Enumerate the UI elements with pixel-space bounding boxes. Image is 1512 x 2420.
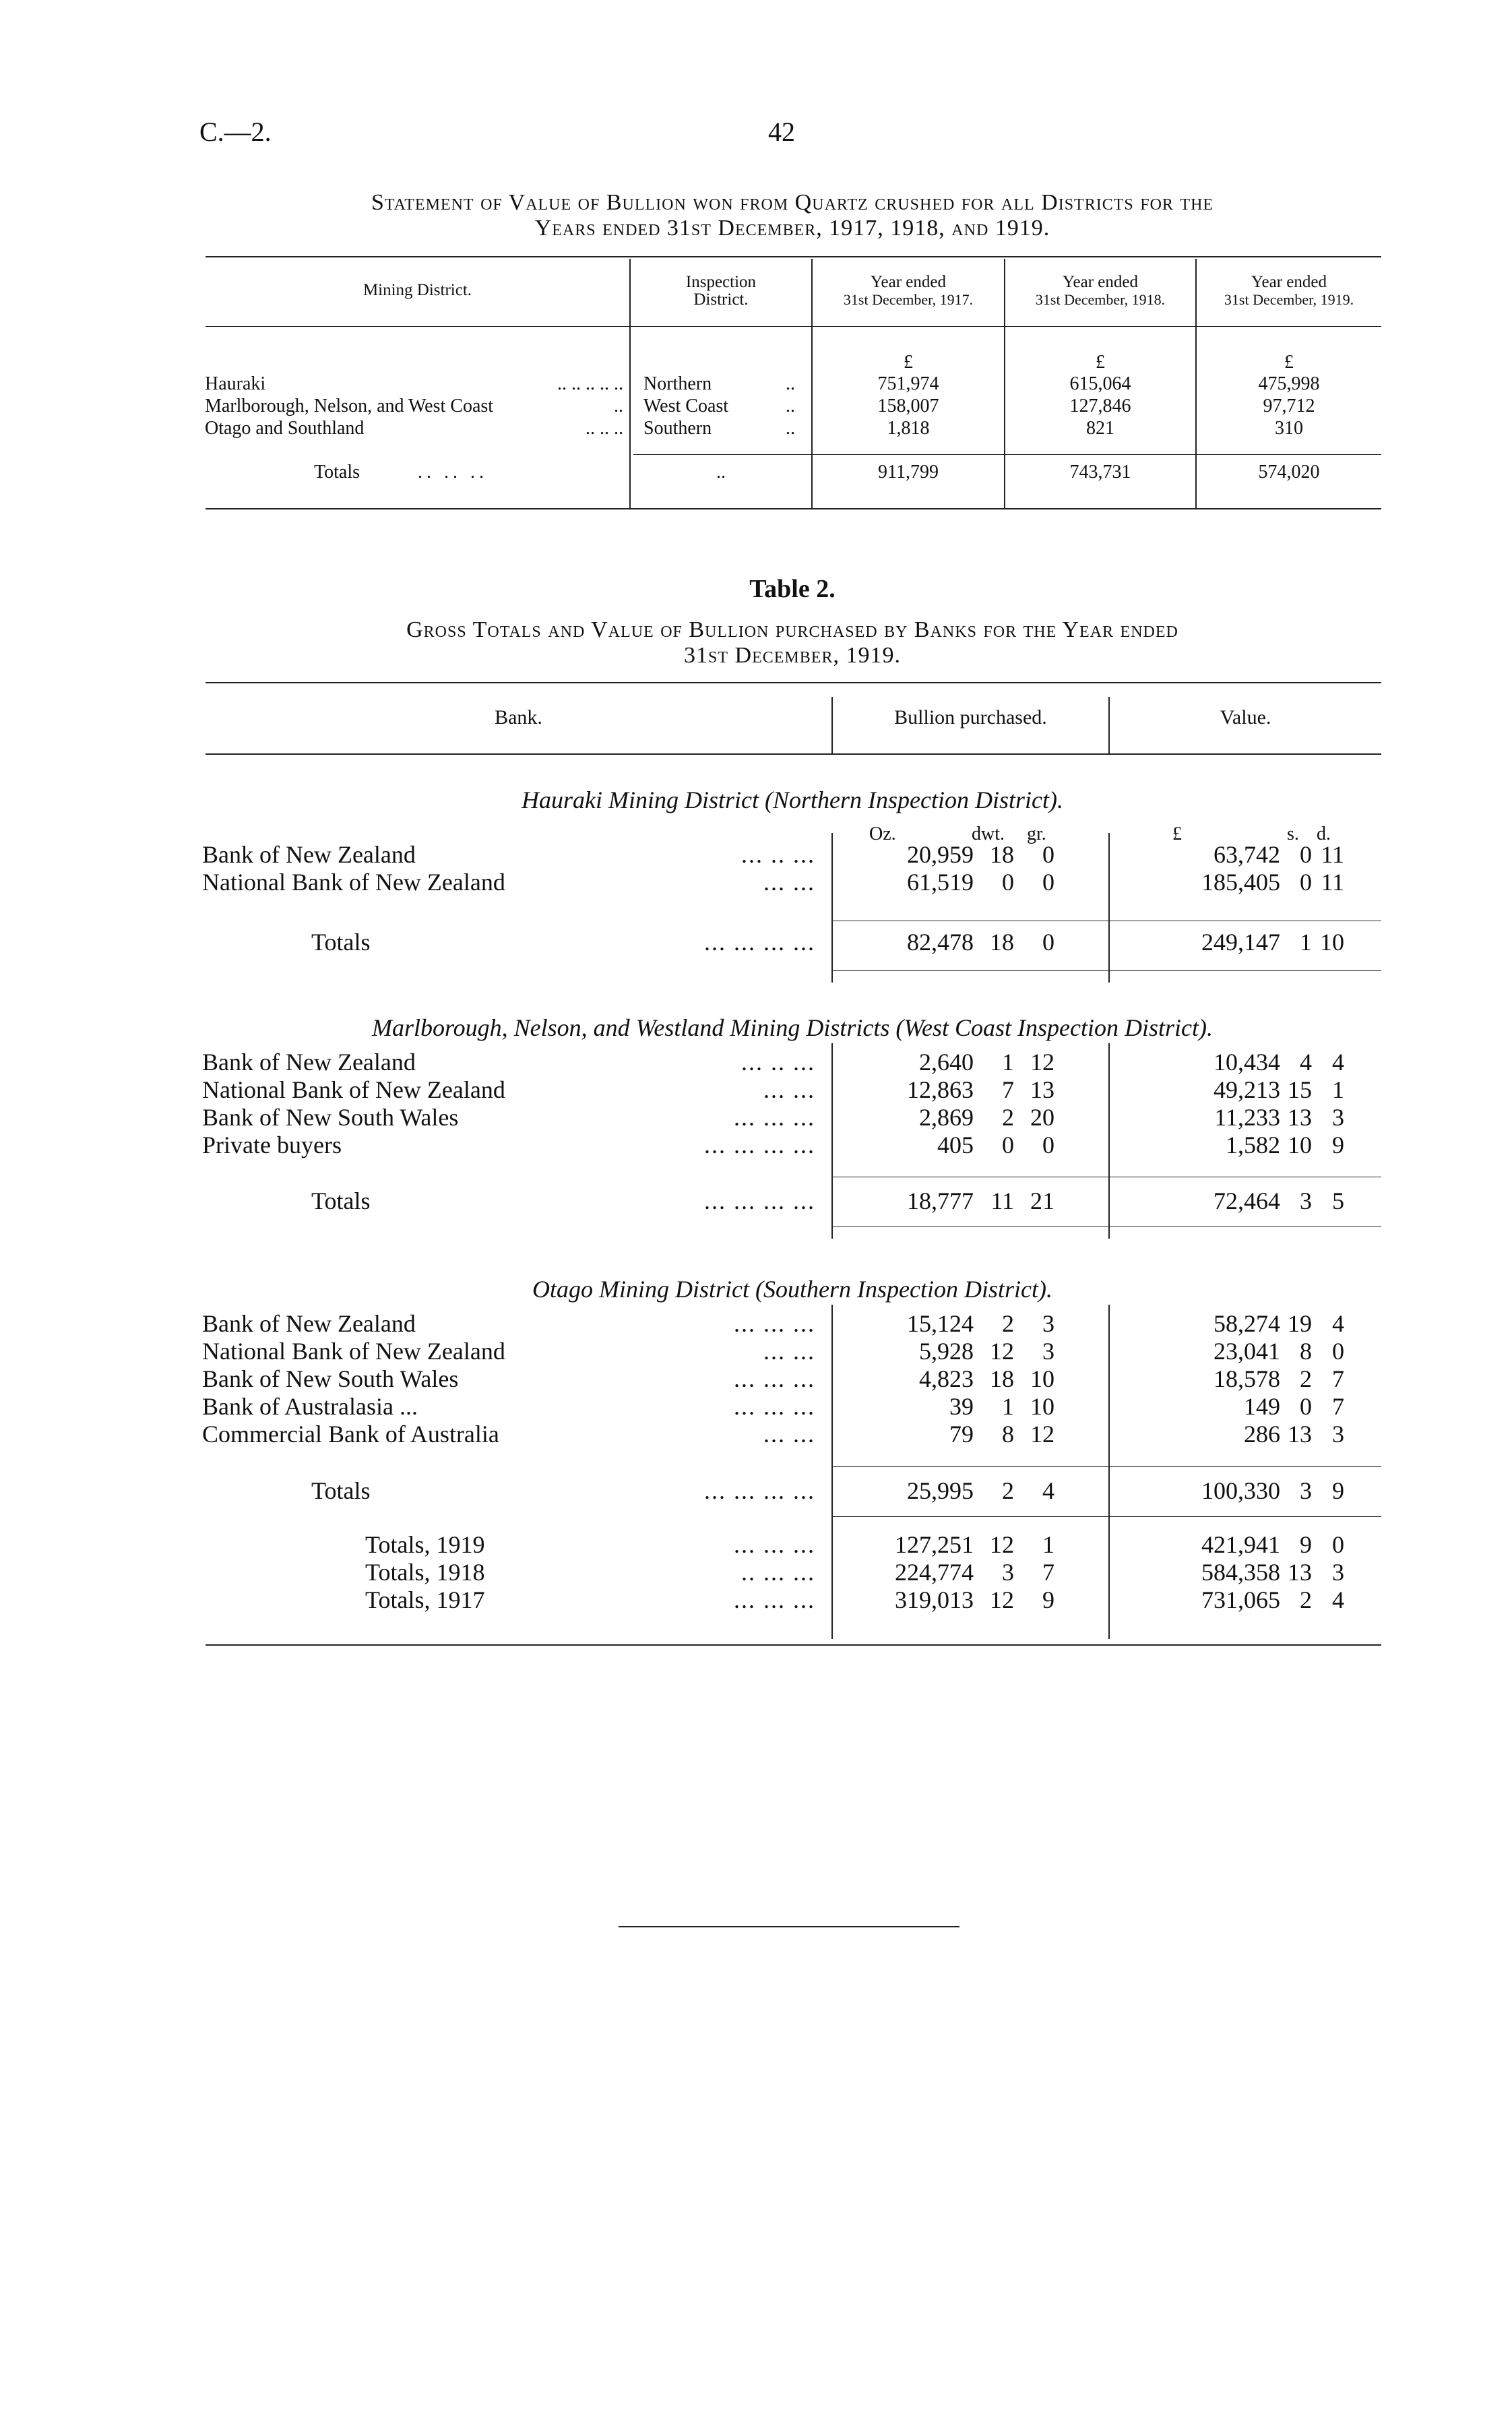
- t1-row-inspection: West Coast: [643, 396, 729, 416]
- pence-value: 4: [1332, 1049, 1344, 1076]
- bank-name: Commercial Bank of Australia: [202, 1421, 499, 1448]
- dwt-value: 0: [1002, 1131, 1014, 1158]
- shillings-value: 0: [1300, 869, 1312, 896]
- shillings-value: 13: [1288, 1104, 1312, 1131]
- dwt-value: 2: [1002, 1310, 1014, 1337]
- oz-value: 61,519: [907, 869, 974, 896]
- dwt-value: 12: [990, 1338, 1014, 1365]
- pence-value: 3: [1332, 1559, 1344, 1586]
- dwt-value: 11: [990, 1187, 1014, 1214]
- t1-row-inspection: Northern: [643, 373, 712, 394]
- unit-oz: Oz.: [869, 824, 896, 844]
- year-totals-label: Totals, 1918: [365, 1559, 485, 1586]
- pence-value: 7: [1332, 1393, 1344, 1420]
- t1-row-inspection: Southern: [643, 418, 712, 439]
- oz-value: 39: [949, 1393, 974, 1420]
- unit-dwt: dwt.: [972, 824, 1005, 844]
- oz-value: 2,640: [919, 1049, 974, 1076]
- t1-row-dots: .. .. .. .. ..: [557, 373, 623, 394]
- pounds-value: 72,464: [1214, 1187, 1280, 1214]
- unit-s: s.: [1287, 824, 1299, 844]
- gr-value: 4: [1042, 1477, 1054, 1504]
- t1-row-1917: 158,007: [877, 396, 939, 416]
- oz-value: 12,863: [907, 1076, 974, 1103]
- pounds-value: 286: [1244, 1421, 1280, 1448]
- t1-header-1917: Year ended: [870, 273, 946, 291]
- pence-value: 1: [1332, 1076, 1344, 1103]
- shillings-value: 10: [1288, 1131, 1312, 1158]
- t1-row-1919: 97,712: [1263, 396, 1315, 416]
- bank-name: National Bank of New Zealand: [202, 869, 505, 896]
- gr-value: 0: [1042, 869, 1054, 896]
- t1-header-district: Mining District.: [363, 281, 472, 299]
- pounds-value: 149: [1244, 1393, 1280, 1420]
- t1-row-dots: ..: [614, 396, 623, 416]
- pounds-value: 1,582: [1226, 1131, 1280, 1158]
- t1-row-idots: ..: [786, 418, 795, 439]
- pounds-value: 731,065: [1201, 1586, 1280, 1613]
- row-dots: ... ... ...: [734, 1586, 815, 1613]
- t1-row-idots: ..: [786, 396, 795, 416]
- totals-label: Totals: [311, 1477, 371, 1504]
- dwt-value: 0: [1002, 869, 1014, 896]
- pounds-value: 23,041: [1214, 1338, 1280, 1365]
- table2-title-line2: 31st December, 1919.: [684, 643, 901, 668]
- bank-name: National Bank of New Zealand: [202, 1338, 505, 1365]
- t1-row-1917: 1,818: [887, 418, 930, 439]
- pence-value: 11: [1321, 869, 1344, 896]
- row-dots: ... ... ... ...: [704, 1131, 815, 1158]
- gr-value: 3: [1042, 1310, 1054, 1337]
- bank-name: National Bank of New Zealand: [202, 1076, 505, 1103]
- row-dots: ... .. ...: [741, 841, 815, 868]
- table2-col-divider: [1108, 833, 1110, 983]
- oz-value: 15,124: [907, 1310, 974, 1337]
- shillings-value: 1: [1300, 929, 1312, 956]
- t1-header-inspection-2: District.: [693, 290, 749, 309]
- table2-col-divider: [831, 1043, 833, 1239]
- gr-value: 0: [1042, 929, 1054, 956]
- unit-gr: gr.: [1027, 824, 1046, 844]
- pounds-value: 11,233: [1214, 1104, 1280, 1131]
- oz-value: 79: [949, 1421, 974, 1448]
- row-dots: ... ...: [763, 1421, 815, 1448]
- pounds-value: 18,578: [1214, 1365, 1280, 1392]
- oz-value: 319,013: [895, 1586, 974, 1613]
- t1-header-1919-2: 31st December, 1919.: [1224, 291, 1354, 308]
- shillings-value: 13: [1288, 1421, 1312, 1448]
- table2-rule-bottom: [206, 1644, 1381, 1646]
- unit-pound: £: [1172, 824, 1182, 844]
- row-dots: ... .. ...: [741, 1049, 815, 1076]
- pounds-value: 100,330: [1201, 1477, 1280, 1504]
- totals-label: Totals: [311, 929, 371, 956]
- pence-value: 9: [1332, 1131, 1344, 1158]
- oz-value: 127,251: [895, 1531, 974, 1558]
- table1-rule-top: [206, 256, 1381, 257]
- oz-value: 2,869: [919, 1104, 974, 1131]
- gr-value: 20: [1030, 1104, 1054, 1131]
- t1-row-district: Hauraki: [205, 373, 266, 394]
- dwt-value: 8: [1002, 1421, 1014, 1448]
- bank-name: Private buyers: [202, 1131, 342, 1158]
- t1-row-1918: 615,064: [1069, 373, 1131, 394]
- row-dots: ... ... ...: [734, 1365, 815, 1392]
- t1-row-idots: ..: [786, 373, 795, 394]
- oz-value: 5,928: [919, 1338, 974, 1365]
- dwt-value: 7: [1002, 1076, 1014, 1103]
- gr-value: 7: [1042, 1559, 1054, 1586]
- table2-col-divider: [1108, 1043, 1110, 1239]
- t1-row-1918: 127,846: [1069, 396, 1131, 416]
- pence-value: 4: [1332, 1310, 1344, 1337]
- oz-value: 405: [937, 1131, 974, 1158]
- t1-header-1917-2: 31st December, 1917.: [843, 291, 974, 308]
- t1-header-inspection: Inspection: [685, 273, 757, 291]
- bank-name: Bank of New Zealand: [202, 841, 416, 868]
- bank-name: Bank of New Zealand: [202, 1310, 416, 1337]
- row-dots: ... ... ... ...: [704, 1477, 815, 1504]
- t2-header-value: Value.: [1220, 706, 1271, 728]
- pence-value: 7: [1332, 1365, 1344, 1392]
- shillings-value: 9: [1300, 1531, 1312, 1558]
- dwt-value: 12: [990, 1586, 1014, 1613]
- table2-title-line1: Gross Totals and Value of Bullion purchased by Banks for the Year ended: [406, 617, 1178, 642]
- t1-row-dots: .. .. ..: [586, 418, 623, 439]
- t2-header-bullion: Bullion purchased.: [894, 706, 1047, 728]
- row-dots: ... ...: [763, 869, 815, 896]
- shillings-value: 4: [1300, 1049, 1312, 1076]
- oz-value: 18,777: [907, 1187, 974, 1214]
- dwt-value: 18: [990, 929, 1014, 956]
- bank-name: Bank of New South Wales: [202, 1104, 459, 1131]
- t1-totals-dots: .. .. ..: [418, 462, 488, 483]
- unit-d: d.: [1317, 824, 1331, 844]
- table2-col-divider: [831, 1305, 833, 1639]
- shillings-value: 19: [1288, 1310, 1312, 1337]
- t2-rule-totals-below: [833, 970, 1381, 971]
- gr-value: 12: [1030, 1049, 1054, 1076]
- row-dots: ... ... ...: [734, 1393, 815, 1420]
- shillings-value: 3: [1300, 1187, 1312, 1214]
- bank-name: Bank of New South Wales: [202, 1365, 459, 1392]
- oz-value: 4,823: [919, 1365, 974, 1392]
- shillings-value: 0: [1300, 1393, 1312, 1420]
- year-totals-label: Totals, 1917: [365, 1586, 485, 1613]
- row-dots: ... ...: [763, 1338, 815, 1365]
- t2-header-bank: Bank.: [495, 706, 542, 728]
- section-title-west-coast: Marlborough, Nelson, and Westland Mining Districts (West Coast Inspection District).: [372, 1014, 1213, 1041]
- dwt-value: 18: [990, 841, 1014, 868]
- t1-row-1917: 751,974: [877, 373, 939, 394]
- row-dots: .. ... ...: [741, 1559, 815, 1586]
- pounds-value: 584,358: [1201, 1559, 1280, 1586]
- table2-col-divider: [831, 833, 833, 983]
- gr-value: 10: [1030, 1365, 1054, 1392]
- row-dots: ... ... ... ...: [704, 1187, 815, 1214]
- oz-value: 82,478: [907, 929, 974, 956]
- row-dots: ... ... ...: [734, 1310, 815, 1337]
- section-title-otago: Otago Mining District (Southern Inspection District).: [532, 1276, 1052, 1303]
- shillings-value: 13: [1288, 1559, 1312, 1586]
- pence-value: 0: [1332, 1531, 1344, 1558]
- row-dots: ... ...: [763, 1076, 815, 1103]
- pence-value: 10: [1320, 929, 1344, 956]
- t1-totals-label: Totals: [314, 462, 360, 483]
- pounds-value: 58,274: [1214, 1310, 1280, 1337]
- row-dots: ... ... ...: [734, 1531, 815, 1558]
- gr-value: 21: [1030, 1187, 1054, 1214]
- gr-value: 10: [1030, 1393, 1054, 1420]
- t1-header-1918-2: 31st December, 1918.: [1035, 291, 1166, 308]
- dwt-value: 1: [1002, 1393, 1014, 1420]
- table2-col-divider: [1108, 1305, 1110, 1639]
- gr-value: 1: [1042, 1531, 1054, 1558]
- pounds-value: 421,941: [1201, 1531, 1280, 1558]
- pounds-value: 185,405: [1201, 869, 1280, 896]
- gr-value: 9: [1042, 1586, 1054, 1613]
- shillings-value: 2: [1300, 1365, 1312, 1392]
- year-totals-label: Totals, 1919: [365, 1531, 485, 1558]
- pence-value: 9: [1332, 1477, 1344, 1504]
- table1-rule-totals: [633, 454, 1381, 455]
- page-number: 42: [768, 117, 795, 147]
- t1-totals-1918: 743,731: [1069, 462, 1131, 483]
- gr-value: 12: [1030, 1421, 1054, 1448]
- t1-totals-1917: 911,799: [878, 462, 939, 483]
- dwt-value: 2: [1002, 1477, 1014, 1504]
- table1-rule-header: [206, 326, 1381, 327]
- gr-value: 13: [1030, 1076, 1054, 1103]
- table2-label: Table 2.: [749, 575, 836, 603]
- section-title-hauraki: Hauraki Mining District (Northern Inspection District).: [522, 786, 1063, 813]
- oz-value: 20,959: [907, 841, 974, 868]
- t1-header-1919: Year ended: [1251, 273, 1327, 291]
- t1-row-district: Otago and Southland: [205, 418, 365, 439]
- table2-rule-header: [206, 753, 1381, 755]
- pence-value: 3: [1332, 1421, 1344, 1448]
- dwt-value: 1: [1002, 1049, 1014, 1076]
- page-reference: C.—2.: [199, 117, 272, 147]
- dwt-value: 18: [990, 1365, 1014, 1392]
- oz-value: 25,995: [907, 1477, 974, 1504]
- shillings-value: 15: [1288, 1076, 1312, 1103]
- pence-value: 4: [1332, 1586, 1344, 1613]
- dwt-value: 2: [1002, 1104, 1014, 1131]
- t2-rule-totals-below: [833, 1516, 1381, 1517]
- t1-row-district: Marlborough, Nelson, and West Coast: [205, 396, 494, 416]
- shillings-value: 0: [1300, 841, 1312, 868]
- t1-totals-inspection: ..: [716, 462, 726, 483]
- table1-title-line1: Statement of Value of Bullion won from Quartz crushed for all Districts for the: [371, 190, 1214, 215]
- pounds-value: 63,742: [1214, 841, 1280, 868]
- shillings-value: 2: [1300, 1586, 1312, 1613]
- row-dots: ... ... ...: [734, 1104, 815, 1131]
- gr-value: 0: [1042, 1131, 1054, 1158]
- t1-row-1919: 475,998: [1258, 373, 1320, 394]
- table1-title-line2: Years ended 31st December, 1917, 1918, and 1919.: [534, 216, 1050, 241]
- t1-currency-1919: £: [1284, 352, 1294, 373]
- gr-value: 0: [1042, 841, 1054, 868]
- pounds-value: 10,434: [1214, 1049, 1280, 1076]
- t1-currency-1918: £: [1096, 352, 1105, 373]
- gr-value: 3: [1042, 1338, 1054, 1365]
- t1-row-1919: 310: [1275, 418, 1303, 439]
- pence-value: 5: [1332, 1187, 1344, 1214]
- row-dots: ... ... ... ...: [704, 929, 815, 956]
- bank-name: Bank of New Zealand: [202, 1049, 416, 1076]
- pence-value: 0: [1332, 1338, 1344, 1365]
- oz-value: 224,774: [895, 1559, 974, 1586]
- t1-totals-1919: 574,020: [1258, 462, 1320, 483]
- shillings-value: 3: [1300, 1477, 1312, 1504]
- table1-rule-bottom: [206, 508, 1381, 509]
- totals-label: Totals: [311, 1187, 371, 1214]
- pounds-value: 249,147: [1201, 929, 1280, 956]
- pounds-value: 49,213: [1214, 1076, 1280, 1103]
- pence-value: 3: [1332, 1104, 1344, 1131]
- t1-currency-1917: £: [904, 352, 913, 373]
- t1-header-1918: Year ended: [1062, 273, 1138, 291]
- t2-rule-totals: [833, 1466, 1381, 1467]
- shillings-value: 8: [1300, 1338, 1312, 1365]
- pence-value: 11: [1321, 841, 1344, 868]
- table2-rule-top: [206, 682, 1381, 683]
- dwt-value: 12: [990, 1531, 1014, 1558]
- t1-row-1918: 821: [1086, 418, 1114, 439]
- end-rule: [619, 1926, 959, 1927]
- dwt-value: 3: [1002, 1559, 1014, 1586]
- bank-name: Bank of Australasia ...: [202, 1393, 418, 1420]
